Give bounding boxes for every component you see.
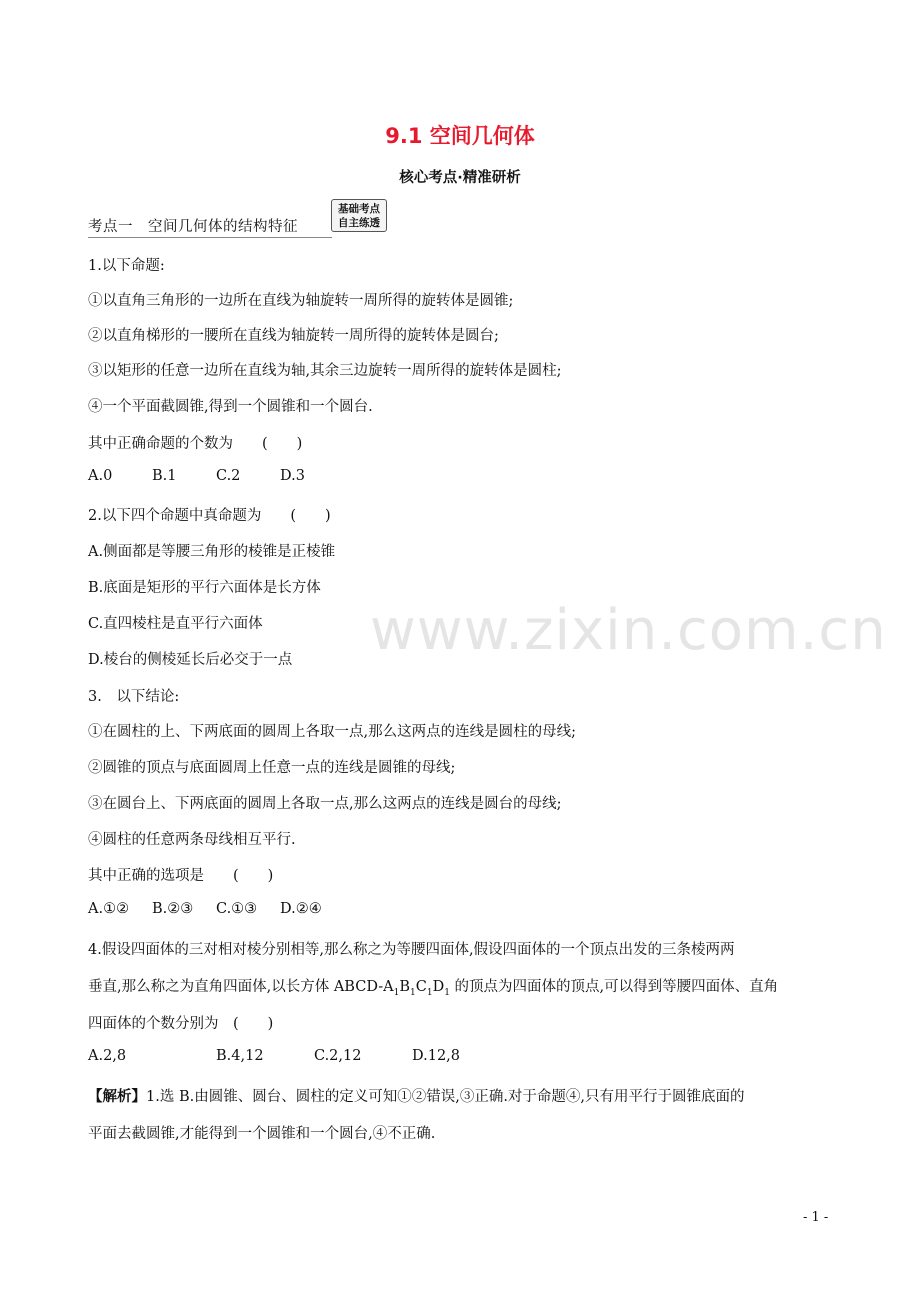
- q4-option-c: C.2,12: [314, 1048, 362, 1064]
- section-tag: [331, 199, 387, 232]
- analysis-line-1: [88, 1085, 745, 1106]
- q2-option-b: B.底面是矩形的平行六面体是长方体: [88, 580, 321, 596]
- q3-option-a: A.①②: [88, 901, 130, 917]
- page-number: - 1 -: [803, 1210, 829, 1225]
- q1-options: [88, 468, 305, 484]
- q2-option-d: D.棱台的侧棱延长后必交于一点: [88, 652, 293, 668]
- q4-line-3: 四面体的个数分别为 ( ): [88, 1016, 274, 1032]
- analysis-line-2: 平面去截圆锥,才能得到一个圆锥和一个圆台,④不正确.: [88, 1126, 436, 1142]
- q1-option-b: B.1: [152, 468, 177, 484]
- q3-ask: 其中正确的选项是 ( ): [88, 868, 274, 884]
- q1-option-c: C.2: [216, 468, 241, 484]
- q1-item-3: ③以矩形的任意一边所在直线为轴,其余三边旋转一周所得的旋转体是圆柱;: [88, 363, 562, 379]
- q4-line-1: 4.假设四面体的三对相对棱分别相等,那么称之为等腰四面体,假设四面体的一个顶点出发的三条棱两两: [88, 942, 735, 958]
- q1-item-4: ④一个平面截圆锥,得到一个圆锥和一个圆台.: [88, 399, 373, 415]
- tag-line-2: 自主练透: [338, 217, 380, 229]
- page-subtitle: 核心考点·精准研析: [399, 170, 521, 186]
- q4-options: [88, 1048, 460, 1064]
- q4-option-b: B.4,12: [216, 1048, 264, 1064]
- page-title: 9.1 空间几何体: [385, 124, 535, 148]
- q1-item-2: ②以直角梯形的一腰所在直线为轴旋转一周所得的旋转体是圆台;: [88, 328, 499, 344]
- section-label: 考点一 空间几何体的结构特征: [88, 219, 298, 235]
- q3-option-c: C.①③: [216, 901, 258, 917]
- q4-option-d: D.12,8: [412, 1048, 461, 1064]
- q1-ask: 其中正确命题的个数为 ( ): [88, 436, 303, 452]
- section-heading: [88, 215, 332, 238]
- q4-option-a: A.2,8: [88, 1048, 127, 1064]
- q3-options: [88, 901, 322, 917]
- q4-line-2-start: 垂直,那么称之为直角四面体,以长方体 ABCD-A: [88, 979, 394, 995]
- q1-option-a: A.0: [88, 468, 113, 484]
- analysis-label: 【解析】: [88, 1088, 146, 1105]
- q1-option-d: D.3: [280, 468, 305, 484]
- analysis-text-1: 1.选 B.由圆锥、圆台、圆柱的定义可知①②错误,③正确.对于命题④,只有用平行于圆锥底面的: [146, 1089, 745, 1105]
- q2-stem: 2.以下四个命题中真命题为 ( ): [88, 508, 331, 524]
- q3-option-d: D.②④: [280, 901, 322, 917]
- q3-stem: 3. 以下结论:: [88, 689, 180, 705]
- tag-line-1: 基础考点: [338, 203, 380, 215]
- watermark: www.zixin.com.cn: [370, 598, 887, 663]
- q2-option-a: A.侧面都是等腰三角形的棱锥是正棱锥: [88, 544, 336, 560]
- q2-option-c: C.直四棱柱是直平行六面体: [88, 616, 263, 632]
- q3-option-b: B.②③: [152, 901, 194, 917]
- q4-line-2-end: 的顶点为四面体的顶点,可以得到等腰四面体、直角: [454, 979, 779, 995]
- q3-item-1: ①在圆柱的上、下两底面的圆周上各取一点,那么这两点的连线是圆柱的母线;: [88, 724, 576, 740]
- q4-line-2: 垂直,那么称之为直角四面体,以长方体 ABCD-$A_1B_1C_1D_1$ 的顶点为四面体的顶点,可以得到等腰四面体、直角: [88, 979, 779, 998]
- q3-item-2: ②圆锥的顶点与底面圆周上任意一点的连线是圆锥的母线;: [88, 760, 456, 776]
- q3-item-3: ③在圆台上、下两底面的圆周上各取一点,那么这两点的连线是圆台的母线;: [88, 796, 562, 812]
- q1-stem: 1.以下命题:: [88, 258, 165, 274]
- q3-item-4: ④圆柱的任意两条母线相互平行.: [88, 832, 296, 848]
- q1-item-1: ①以直角三角形的一边所在直线为轴旋转一周所得的旋转体是圆锥;: [88, 293, 514, 309]
